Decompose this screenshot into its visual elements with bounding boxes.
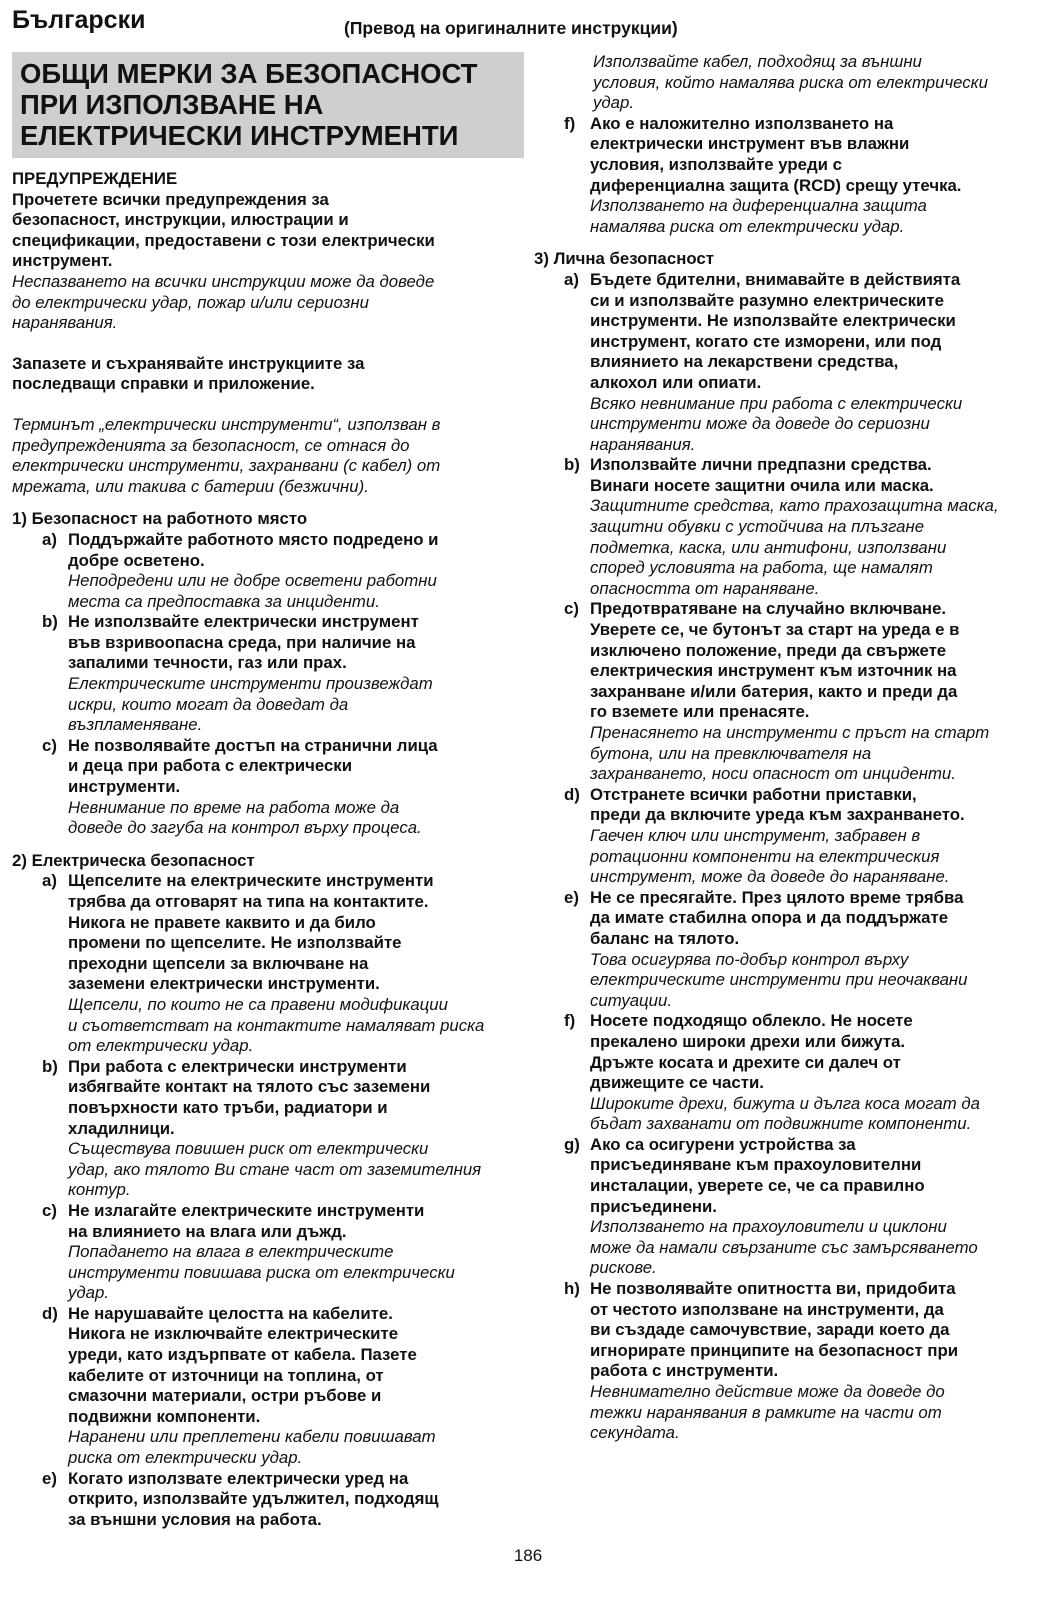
item-bold-line: Уверете се, че бутонът за старт на уреда е в <box>590 620 960 640</box>
item-bold-line: за външни условия на работа. <box>68 1509 322 1529</box>
section-heading: 3) Лична безопасност <box>534 249 714 269</box>
item-bold-line: Не позволявайте достъп на странични лица <box>68 735 438 755</box>
item-label: c) <box>564 599 579 619</box>
warning-heading: ПРЕДУПРЕЖДЕНИЕ <box>12 169 178 188</box>
page-header <box>12 6 1042 46</box>
item-italic-line: искри, които могат да доведат да <box>68 694 349 714</box>
keep-line: Запазете и съхранявайте инструкциите за <box>12 353 365 373</box>
item-bold-line: промени по щепселите. Не използвайте <box>68 933 402 953</box>
item-bold-line: от честото използване на инструменти, да <box>590 1299 944 1319</box>
item-2f <box>564 114 1046 238</box>
item-label: h) <box>564 1279 580 1299</box>
item-label: c) <box>42 1200 57 1220</box>
item-3b <box>564 455 1046 599</box>
item-italic-line: Използването на прахоуловители и циклони <box>590 1217 947 1237</box>
item-italic-line: Това осигурява по-добър контрол върху <box>590 949 909 969</box>
section-work-area-safety <box>12 509 520 839</box>
item-bold-line: Никога не изключвайте електрическите <box>68 1324 399 1344</box>
language-label: Български <box>12 6 146 34</box>
item-italic-line: доведе до загуба на контрол върху процеса. <box>68 818 422 838</box>
item-italic-line: възпламеняване. <box>68 715 203 735</box>
item-italic-line: Невнимание по време на работа може да <box>68 797 400 817</box>
item-italic-line: Попадането на влага в електрическите <box>68 1242 394 1262</box>
item-italic-line: и съответстват на контактите намаляват риска <box>68 1015 485 1035</box>
item-italic-line: Всяко невнимание при работа с електрически <box>590 393 963 413</box>
item-3a <box>564 270 1046 455</box>
warning-bold-line: инструмент. <box>12 251 113 271</box>
item-bold-line: Когато използвате електрически уред на <box>68 1468 409 1488</box>
item-bold-line: При работа с електрически инструменти <box>68 1056 407 1076</box>
title-line: ПРИ ИЗПОЛЗВАНЕ НА <box>20 89 324 120</box>
item-label: b) <box>564 455 580 475</box>
item-bold-line: преходни щепсели за включване на <box>68 953 369 973</box>
keep-instructions-block <box>12 354 520 395</box>
right-column <box>534 52 1046 1444</box>
item-label: g) <box>564 1134 580 1154</box>
item-italic-line: намалява риска от електрически удар. <box>590 216 905 236</box>
item-bold-line: движещите се части. <box>590 1073 764 1093</box>
item-italic-line: наранявания. <box>590 434 696 454</box>
warning-italic-line: наранявания. <box>12 313 118 333</box>
item-bold-line: трябва да отговарят на типа на контактите. <box>68 892 429 911</box>
spacer <box>12 839 520 851</box>
item-italic-line: Неподредени или не добре осветени работни <box>68 571 437 591</box>
warning-bold-line: Прочетете всички предупреждения за <box>12 189 329 209</box>
term-line: Терминът „електрически инструменти“, използван в <box>12 414 441 434</box>
item-bold-line: Ако е наложително използването на <box>590 113 894 133</box>
item-bold-line: захранване и/или батерия, както и преди да <box>590 681 958 701</box>
item-bold-line: инсталации, уверете се, че са правилно <box>590 1176 925 1196</box>
item-bold-line: да имате стабилна опора и да поддържате <box>590 908 949 928</box>
item-bold-line: Никога не правете каквито и да било <box>68 912 376 932</box>
item-italic-line: може да намали свързаните със замърсяването <box>590 1237 978 1257</box>
spacer <box>12 497 520 509</box>
item-1c <box>42 736 520 839</box>
section-title-box <box>12 52 524 158</box>
item-bold-line: игнорирате принципите на безопасност при <box>590 1340 959 1360</box>
item-italic-line: риска от електрически удар. <box>68 1448 303 1468</box>
item-label: a) <box>42 871 57 891</box>
item-label: e) <box>42 1468 57 1488</box>
item-bold-line: Дръжте косата и дрехите си далеч от <box>590 1052 901 1072</box>
title-line: ОБЩИ МЕРКИ ЗА БЕЗОПАСНОСТ <box>20 58 478 89</box>
item-bold-line: електрически инструмент във влажни <box>590 134 910 154</box>
item-label: e) <box>564 887 579 907</box>
title-line: ЕЛЕКТРИЧЕСКИ ИНСТРУМЕНТИ <box>20 120 459 151</box>
item-3d <box>564 785 1046 888</box>
item-2d <box>42 1304 520 1469</box>
item-2b <box>42 1057 520 1201</box>
item-bold-line: алкохол или опиати. <box>590 372 762 392</box>
item-2e <box>42 1469 520 1531</box>
item-italic-line: от електрически удар. <box>68 1036 254 1056</box>
item-italic-line: Използвайте кабел, подходящ за външни <box>593 52 922 71</box>
section-heading: 2) Електрическа безопасност <box>12 850 255 870</box>
item-bold-line: Не нарушавайте целостта на кабелите. <box>68 1303 393 1323</box>
item-bold-line: подвижни компоненти. <box>68 1406 261 1426</box>
item-italic-line: удар. <box>593 93 634 113</box>
item-bold-line: преди да включите уреда към захранването. <box>590 805 965 825</box>
item-bold-line: прекалено широки дрехи или бижута. <box>590 1031 906 1051</box>
item-italic-line: захранването, носи опасност от инциденти. <box>590 764 956 784</box>
item-bold-line: си и използвайте разумно електрическите <box>590 290 944 310</box>
item-bold-line: присъединяване към прахоуловителни <box>590 1155 922 1175</box>
item-italic-line: Пренасянето на инструменти с пръст на старт <box>590 723 990 742</box>
item-bold-line: присъединени. <box>590 1196 717 1216</box>
item-italic-line: Електрическите инструменти произвеждат <box>68 674 433 694</box>
item-2c <box>42 1201 520 1304</box>
item-bold-line: добре осветено. <box>68 550 205 570</box>
item-bold-line: баланс на тялото. <box>590 928 740 948</box>
item-bold-line: заземени електрически инструменти. <box>68 974 380 994</box>
left-column <box>12 52 520 1530</box>
item-italic-line: подметка, каска, или антифони, използвани <box>590 537 947 557</box>
item-italic-line: инструмент, може да доведе до нараняване. <box>590 867 950 887</box>
item-label: d) <box>564 784 580 804</box>
item-label: b) <box>42 612 58 632</box>
item-italic-line: контур. <box>68 1180 131 1200</box>
item-bold-line: инструменти. Не използвайте електрически <box>590 311 956 331</box>
item-bold-line: Не излагайте електрическите инструменти <box>68 1200 425 1220</box>
item-italic-line: Гаечен ключ или инструмент, забравен в <box>590 825 921 845</box>
item-3g <box>564 1135 1046 1279</box>
item-label: a) <box>564 269 579 289</box>
item-italic-line: Щепсели, по които не са правени модификации <box>68 994 448 1014</box>
item-bold-line: избягвайте контакт на тялото със заземени <box>68 1077 431 1097</box>
item-bold-line: Бъдете бдителни, внимавайте в действията <box>590 269 961 289</box>
item-bold-line: Носете подходящо облекло. Не носете <box>590 1011 913 1031</box>
item-bold-line: хладилници. <box>68 1118 175 1138</box>
item-bold-line: Не използвайте електрически инструмент <box>68 612 419 632</box>
item-italic-line: опасността от нараняване. <box>590 578 820 598</box>
item-italic-line: рискове. <box>590 1258 657 1278</box>
item-italic-line: Наранени или преплетени кабели повишават <box>68 1427 436 1447</box>
item-3c <box>564 599 1046 784</box>
spacer <box>12 395 520 415</box>
item-label: f) <box>564 1011 576 1031</box>
warning-italic-line: Неспазването на всички инструкции може да доведе <box>12 271 435 291</box>
item-bold-line: изключено положение, преди да свържете <box>590 640 947 660</box>
item-bold-line: открито, използвайте удължител, подходящ <box>68 1489 439 1509</box>
translation-note: (Превод на оригиналните инструкции) <box>344 18 678 38</box>
term-line: предупрежденията за безопасност, се отнася до <box>12 435 410 455</box>
item-bold-line: във взривоопасна среда, при наличие на <box>68 632 416 652</box>
item-bold-line: уреди, като издърпвате от кабела. Пазете <box>68 1345 417 1365</box>
item-bold-line: електрическия инструмент към източник на <box>590 661 957 681</box>
item-bold-line: Винаги носете защитни очила или маска. <box>590 475 934 495</box>
item-bold-line: смазочни материали, остри ръбове и <box>68 1386 382 1406</box>
warning-italic-line: до електрически удар, пожар и/или сериозни <box>12 292 369 312</box>
item-italic-line: ротационни компоненти на електрическия <box>590 846 940 866</box>
item-italic-line: места са предпоставка за инциденти. <box>68 591 380 611</box>
item-italic-line: електрическите инструменти при неочаквани <box>590 970 968 990</box>
item-italic-line: Съществува повишен риск от електрически <box>68 1139 429 1159</box>
spacer <box>12 334 520 354</box>
term-line: мрежата, или такива с батерии (безжични). <box>12 476 369 496</box>
item-3f <box>564 1011 1046 1135</box>
item-2e-continued <box>534 52 1046 114</box>
section-personal-safety <box>534 249 1046 1443</box>
item-bold-line: Предотвратяване на случайно включване. <box>590 599 947 619</box>
item-bold-line: го вземете или пренасяте. <box>590 702 810 722</box>
item-italic-line: Невнимателно действие може да доведе до <box>590 1382 945 1401</box>
item-italic-line: инструменти може да доведе до сериозни <box>590 414 930 434</box>
item-italic-line: удар, ако тялото Ви стане част от заземителния <box>68 1159 482 1179</box>
item-2a <box>42 871 520 1056</box>
item-italic-line: инструменти повишава риска от електрически <box>68 1262 455 1282</box>
item-bold-line: инструменти. <box>68 777 181 797</box>
item-italic-line: бъдат захванати от подвижните компоненти. <box>590 1114 972 1134</box>
item-bold-line: Поддържайте работното място подредено и <box>68 529 439 549</box>
section-electrical-safety <box>12 851 520 1531</box>
item-italic-line: защитни обувки с устойчива на плъзгане <box>590 517 925 537</box>
item-bold-line: влиянието на лекарствени средства, <box>590 352 899 372</box>
item-label: f) <box>564 113 576 133</box>
item-bold-line: Ако са осигурени устройства за <box>590 1134 856 1154</box>
item-italic-line: Защитните средства, като прахозащитна маска, <box>590 496 999 516</box>
item-bold-line: работа с инструменти. <box>590 1361 779 1381</box>
section-heading: 1) Безопасност на работното място <box>12 509 308 529</box>
item-bold-line: Използвайте лични предпазни средства. <box>590 455 932 475</box>
spacer <box>534 237 1046 249</box>
item-bold-line: инструмент, когато сте изморени, или под <box>590 331 942 351</box>
item-label: d) <box>42 1303 58 1323</box>
item-italic-line: Широките дрехи, бижута и дълга коса могат да <box>590 1093 980 1113</box>
item-bold-line: Щепселите на електрическите инструменти <box>68 871 434 891</box>
item-italic-line: секундата. <box>590 1423 680 1443</box>
item-bold-line: на влиянието на влага или дъжд. <box>68 1221 347 1241</box>
item-bold-line: диференциална защита (RCD) срещу утечка. <box>590 175 962 195</box>
warning-bold-line: безопасност, инструкции, илюстрации и <box>12 210 349 230</box>
item-3h <box>564 1279 1046 1444</box>
item-italic-line: ситуации. <box>590 990 672 1010</box>
item-italic-line: удар. <box>68 1283 109 1303</box>
item-bold-line: ви създаде самочувствие, заради което да <box>590 1320 950 1340</box>
item-italic-line: според условията на работа, ще намалят <box>590 558 933 578</box>
term-definition-block <box>12 415 520 497</box>
item-italic-line: Използването на диференциална защита <box>590 196 927 216</box>
item-bold-line: повърхности като тръби, радиатори и <box>68 1097 388 1117</box>
item-bold-line: условия, използвайте уреди с <box>590 154 842 174</box>
warning-block <box>12 169 520 334</box>
item-1a <box>42 530 520 612</box>
page-number: 186 <box>513 1546 543 1565</box>
warning-bold-line: спецификации, предоставени с този електрически <box>12 230 435 250</box>
item-italic-line: тежки наранявания в рамките на части от <box>590 1402 942 1422</box>
item-italic-line: условия, който намалява риска от електрически <box>593 72 988 92</box>
keep-line: последващи справки и приложение. <box>12 374 315 394</box>
item-bold-line: Не се пресягайте. През цялото време трябва <box>590 887 964 907</box>
item-label: a) <box>42 529 57 549</box>
item-bold-line: Отстранете всички работни приставки, <box>590 784 917 804</box>
item-label: c) <box>42 735 57 755</box>
item-bold-line: кабелите от източници на топлина, от <box>68 1365 384 1385</box>
item-bold-line: и деца при работа с електрически <box>68 756 353 776</box>
item-bold-line: запалими течности, газ или прах. <box>68 653 347 673</box>
item-bold-line: Не позволявайте опитността ви, придобита <box>590 1279 956 1299</box>
item-italic-line: бутона, или на превключвателя на <box>590 743 872 763</box>
item-label: b) <box>42 1056 58 1076</box>
item-3e <box>564 888 1046 1012</box>
term-line: електрически инструменти, захранвани (с кабел) от <box>12 456 441 476</box>
item-1b <box>42 612 520 736</box>
